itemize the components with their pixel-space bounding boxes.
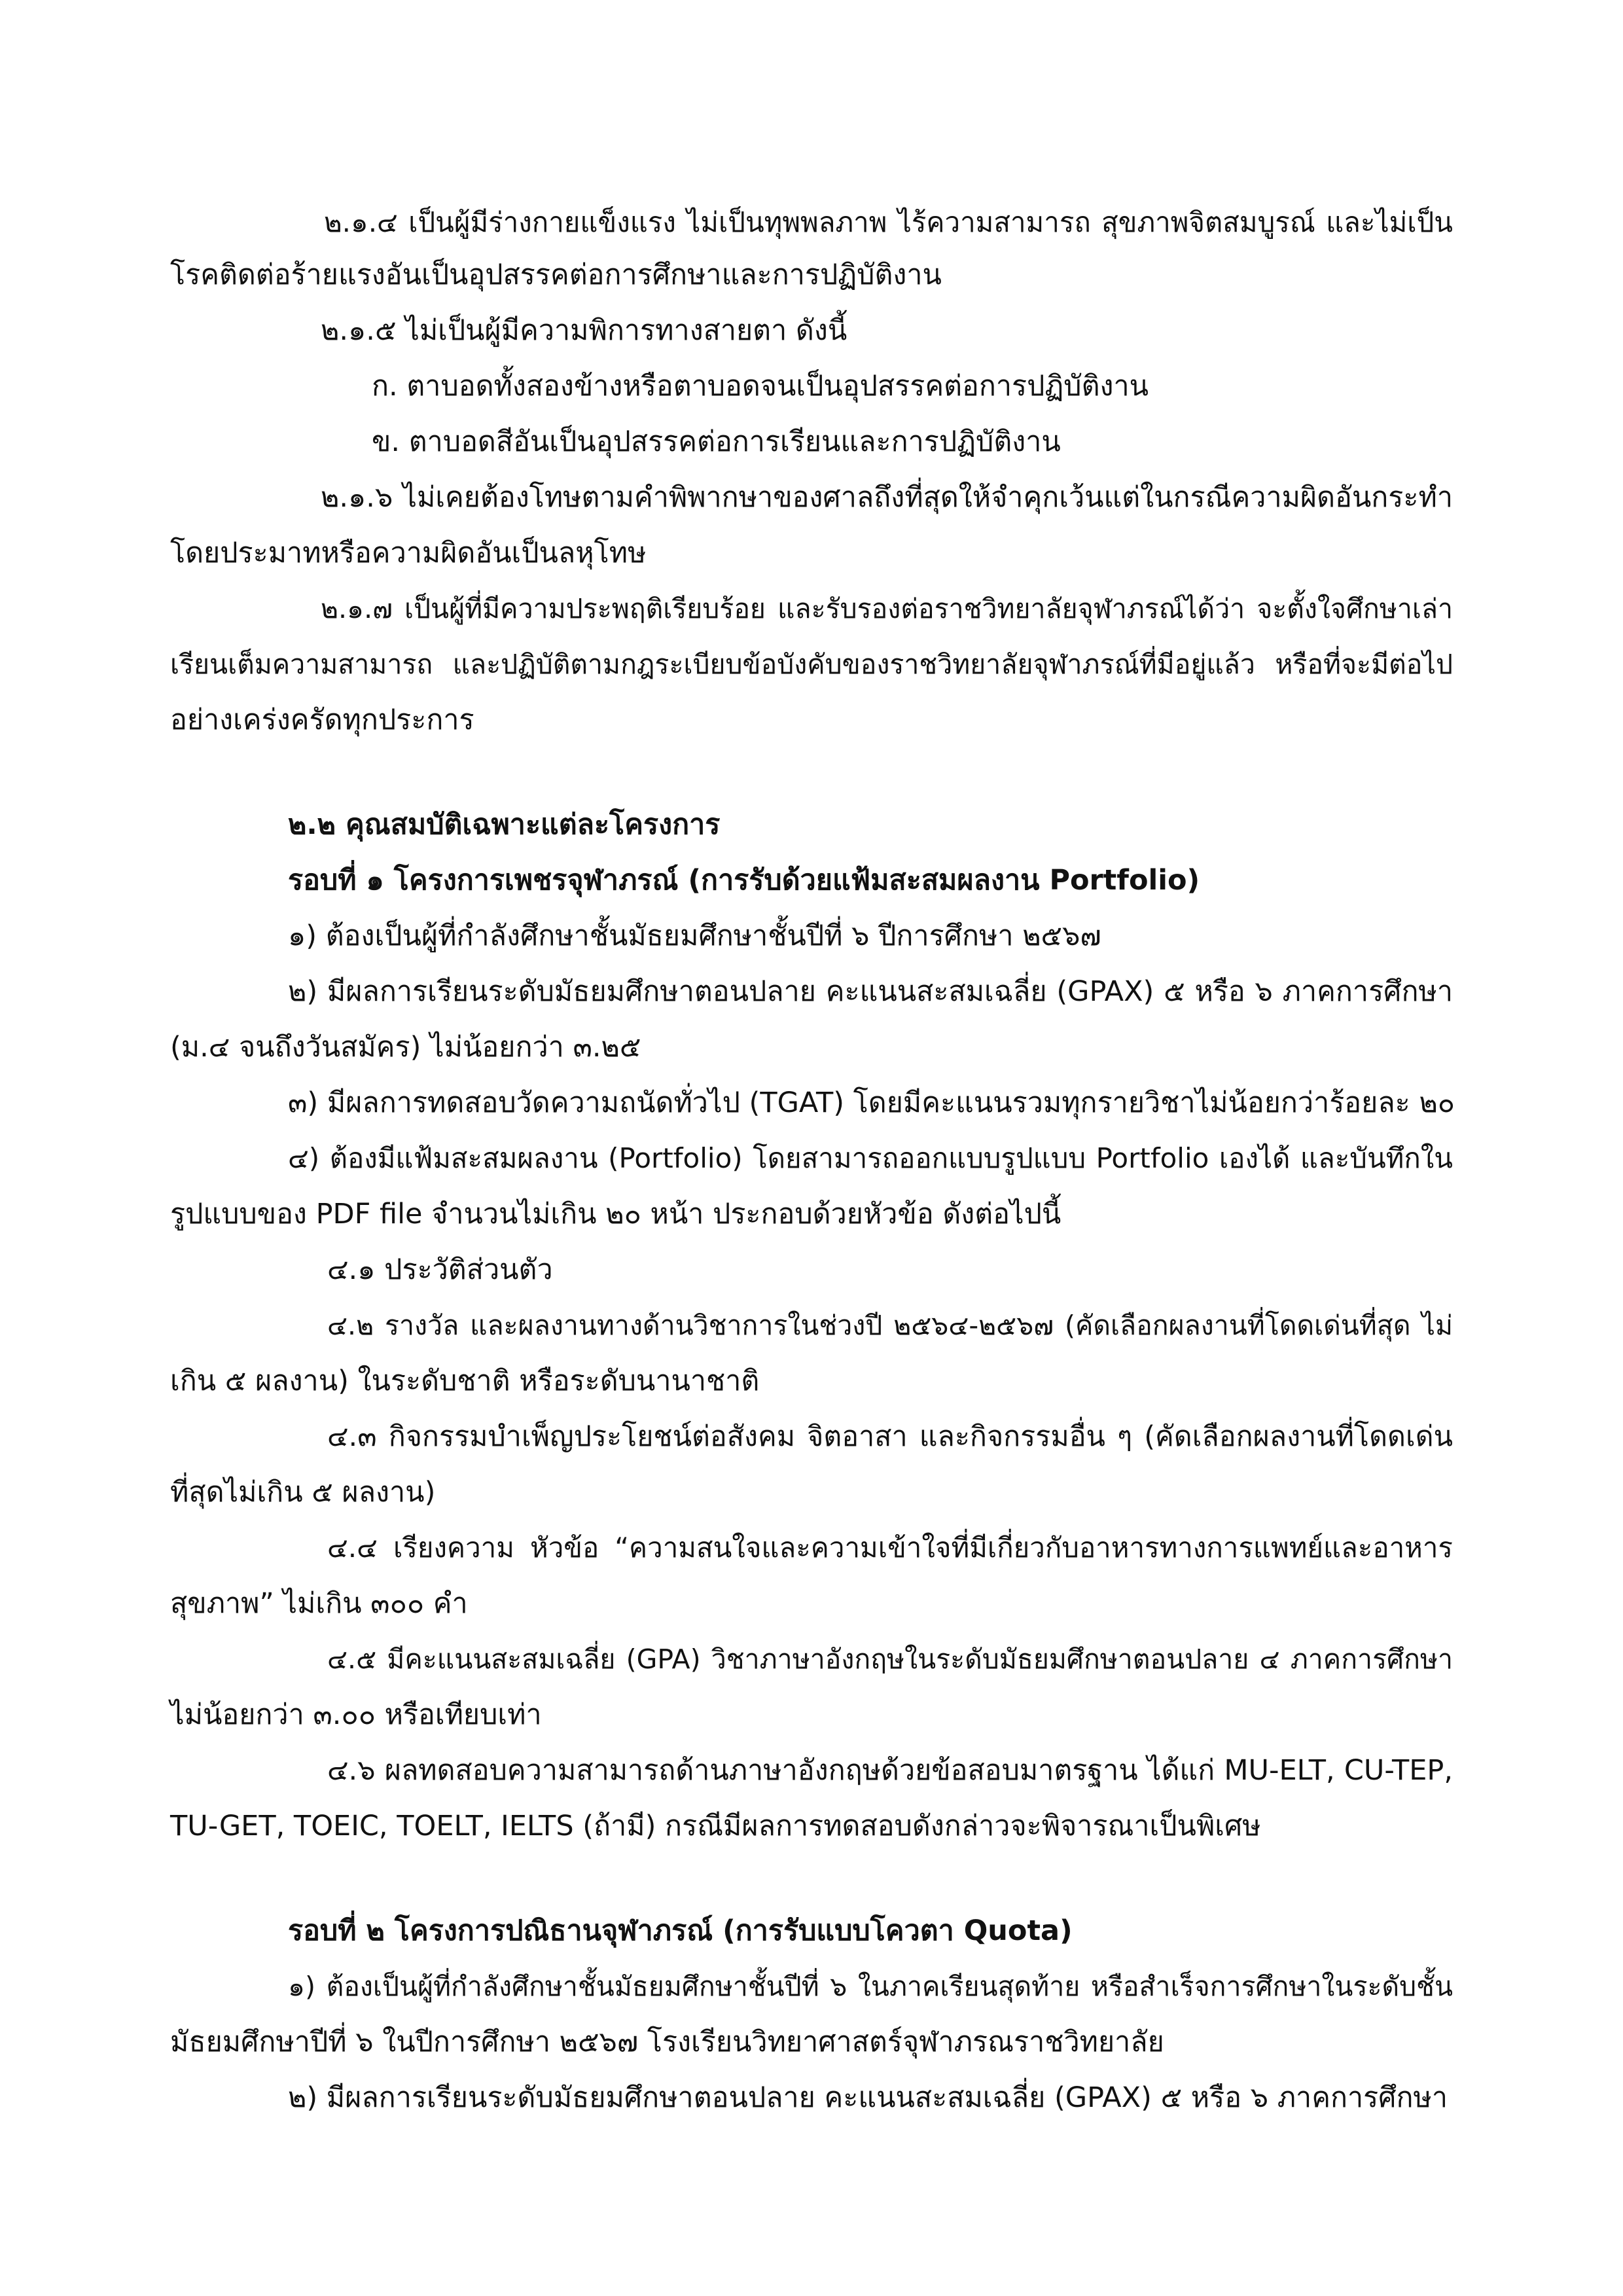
item-4-4-cont: สุขภาพ” ไม่เกิน ๓๐๐ คำ bbox=[170, 1587, 468, 1620]
section-heading-2-2: ๒.๒ คุณสมบัติเฉพาะแต่ละโครงการ bbox=[288, 808, 721, 841]
item-4-6: ๔.๖ ผลทดสอบความสามารถด้านภาษาอังกฤษด้วยข้อสอบมาตรฐาน ได้แก่ MU-ELT, CU-TEP, bbox=[327, 1754, 1453, 1787]
clause-2-1-7-cont-2: อย่างเคร่งครัดทุกประการ bbox=[170, 704, 474, 736]
round-1-item-1: ๑) ต้องเป็นผู้ที่กำลังศึกษาชั้นมัธยมศึกษาชั้นปีที่ ๖ ปีการศึกษา ๒๕๖๗ bbox=[288, 920, 1101, 952]
clause-2-1-7: ๒.๑.๗ เป็นผู้ที่มีความประพฤติเรียบร้อย และรับรองต่อราชวิทยาลัยจุฬาภรณ์ได้ว่า จะตั้งใจศึกษาเล่า bbox=[321, 593, 1453, 624]
clause-2-1-5-a: ก. ตาบอดทั้งสองข้างหรือตาบอดจนเป็นอุปสรรคต่อการปฏิบัติงาน bbox=[372, 370, 1149, 403]
clause-2-1-7-cont: เรียนเต็มความสามารถ และปฏิบัติตามกฎระเบียบข้อบังคับของราชวิทยาลัยจุฬาภรณ์ที่มีอยู่แล้ว หรือที่จะมีต่อไป bbox=[170, 649, 1453, 680]
clause-2-1-6: ๒.๑.๖ ไม่เคยต้องโทษตามคำพิพากษาของศาลถึงที่สุดให้จำคุกเว้นแต่ในกรณีความผิดอันกระทำ bbox=[321, 481, 1453, 514]
clause-2-1-5: ๒.๑.๕ ไม่เป็นผู้มีความพิการทางสายตา ดังนี้ bbox=[321, 314, 847, 347]
item-4-2: ๔.๒ รางวัล และผลงานทางด้านวิชาการในช่วงปี ๒๕๖๔-๒๕๖๗ (คัดเลือกผลงานที่โดดเด่นที่สุด ไม่ bbox=[327, 1310, 1453, 1341]
round-2-heading: รอบที่ ๒ โครงการปณิธานจุฬาภรณ์ (การรับแบบโควตา Quota) bbox=[288, 1914, 1073, 1947]
clause-2-1-6-cont: โดยประมาทหรือความผิดอันเป็นลหุโทษ bbox=[170, 537, 647, 569]
round-1-heading: รอบที่ ๑ โครงการเพชรจุฬาภรณ์ (การรับด้วยแฟ้มสะสมผลงาน Portfolio) bbox=[288, 864, 1200, 897]
round-1-item-4: ๔) ต้องมีแฟ้มสะสมผลงาน (Portfolio) โดยสามารถออกแบบรูปแบบ Portfolio เองได้ และบันทึกใน bbox=[288, 1142, 1453, 1174]
item-4-3: ๔.๓ กิจกรรมบำเพ็ญประโยชน์ต่อสังคม จิตอาสา และกิจกรรมอื่น ๆ (คัดเลือกผลงานที่โดดเด่น bbox=[327, 1420, 1453, 1453]
item-4-3-cont: ที่สุดไม่เกิน ๕ ผลงาน) bbox=[170, 1476, 436, 1509]
round-2-item-1: ๑) ต้องเป็นผู้ที่กำลังศึกษาชั้นมัธยมศึกษาชั้นปีที่ ๖ ในภาคเรียนสุดท้าย หรือสำเร็จการศึกษาในระดับชั้น bbox=[288, 1971, 1453, 2002]
round-2-item-2: ๒) มีผลการเรียนระดับมัธยมศึกษาตอนปลาย คะแนนสะสมเฉลี่ย (GPAX) ๕ หรือ ๖ ภาคการศึกษา bbox=[288, 2081, 1448, 2114]
round-1-item-4-cont: รูปแบบของ PDF file จำนวนไม่เกิน ๒๐ หน้า ประกอบด้วยหัวข้อ ดังต่อไปนี้ bbox=[170, 1198, 1061, 1230]
item-4-4: ๔.๔ เรียงความ หัวข้อ “ความสนใจและความเข้าใจที่มีเกี่ยวกับอาหารทางการแพทย์และอาหาร bbox=[327, 1532, 1453, 1564]
item-4-6-cont: TU-GET, TOEIC, TOELT, IELTS (ถ้ามี) กรณีมีผลการทดสอบดังกล่าวจะพิจารณาเป็นพิเศษ bbox=[170, 1810, 1261, 1842]
round-1-item-2: ๒) มีผลการเรียนระดับมัธยมศึกษาตอนปลาย คะแนนสะสมเฉลี่ย (GPAX) ๕ หรือ ๖ ภาคการศึกษา bbox=[288, 975, 1453, 1008]
item-4-5-cont: ไม่น้อยกว่า ๓.๐๐ หรือเทียบเท่า bbox=[170, 1698, 542, 1731]
item-4-5: ๔.๕ มีคะแนนสะสมเฉลี่ย (GPA) วิชาภาษาอังกฤษในระดับมัธยมศึกษาตอนปลาย ๔ ภาคการศึกษา bbox=[327, 1643, 1453, 1675]
clause-2-1-4-cont: โรคติดต่อร้ายแรงอันเป็นอุปสรรคต่อการศึกษาและการปฏิบัติงาน bbox=[170, 259, 942, 291]
item-4-2-cont: เกิน ๕ ผลงาน) ในระดับชาติ หรือระดับนานาชาติ bbox=[170, 1365, 760, 1397]
clause-2-1-4: ๒.๑.๔ เป็นผู้มีร่างกายแข็งแรง ไม่เป็นทุพพลภาพ ไร้ความสามารถ สุขภาพจิตสมบูรณ์ และไม่เป็น bbox=[324, 206, 1453, 238]
round-1-item-2-cont: (ม.๔ จนถึงวันสมัคร) ไม่น้อยกว่า ๓.๒๕ bbox=[170, 1031, 641, 1064]
round-1-item-3: ๓) มีผลการทดสอบวัดความถนัดทั่วไป (TGAT) โดยมีคะแนนรวมทุกรายวิชาไม่น้อยกว่าร้อยละ ๒๐ bbox=[288, 1086, 1455, 1119]
round-2-item-1-cont: มัธยมศึกษาปีที่ ๖ ในปีการศึกษา ๒๕๖๗ โรงเรียนวิทยาศาสตร์จุฬาภรณราชวิทยาลัย bbox=[170, 2026, 1164, 2058]
clause-2-1-5-b: ข. ตาบอดสีอันเป็นอุปสรรคต่อการเรียนและการปฏิบัติงาน bbox=[372, 425, 1061, 458]
item-4-1: ๔.๑ ประวัติส่วนตัว bbox=[327, 1253, 553, 1286]
